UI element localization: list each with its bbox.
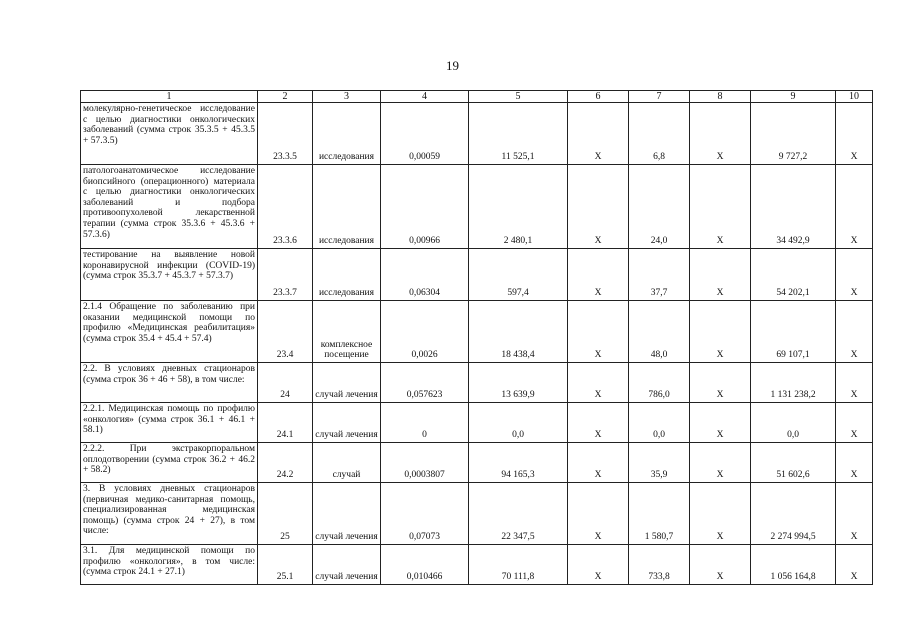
header-cell: 5 xyxy=(469,91,568,103)
row-cost-cell: 18 438,4 xyxy=(469,301,568,363)
header-cell: 6 xyxy=(568,91,629,103)
row-col9-cell: 0,0 xyxy=(751,403,836,443)
header-row xyxy=(81,91,873,103)
row-cost-cell: 2 480,1 xyxy=(469,165,568,249)
header-cell: 1 xyxy=(81,91,258,103)
row-col8-cell: X xyxy=(690,103,751,165)
row-code-cell: 24.2 xyxy=(258,443,313,483)
row-code-cell: 25.1 xyxy=(258,545,313,585)
row-col6-cell: X xyxy=(568,165,629,249)
row-col7-cell: 1 580,7 xyxy=(629,483,690,545)
header-cell: 8 xyxy=(690,91,751,103)
header-cell: 7 xyxy=(629,91,690,103)
row-col8-cell: X xyxy=(690,403,751,443)
row-name-cell: 2.1.4 Обращение по заболеванию при оказании медицинской помощи по профилю «Медицинская реабилитация» (сумма строк 35.4 + 45.4 + 57.4) xyxy=(81,301,258,363)
row-cost-cell: 13 639,9 xyxy=(469,363,568,403)
row-col7-cell: 6,8 xyxy=(629,103,690,165)
row-code-cell: 23.3.6 xyxy=(258,165,313,249)
table-row xyxy=(81,363,873,403)
row-name-cell: патологоанатомическое исследование биопсийного (операционного) материала с целью диагностики онкологических заболеваний и подбора противоопухолевой лекарственной терапии (сумма строк 35.3.6 + 45.3.6 + 57.3.6) xyxy=(81,165,258,249)
row-norm-cell: 0 xyxy=(381,403,469,443)
row-col6-cell: X xyxy=(568,403,629,443)
row-col7-cell: 37,7 xyxy=(629,249,690,301)
row-norm-cell: 0,0003807 xyxy=(381,443,469,483)
row-unit-cell: исследования xyxy=(313,249,381,301)
row-col6-cell: X xyxy=(568,483,629,545)
row-name-cell: тестирование на выявление новой коронавирусной инфекции (COVID-19) (сумма строк 35.3.7 + 45.3.7 + 57.3.7) xyxy=(81,249,258,301)
table-row xyxy=(81,403,873,443)
table-row xyxy=(81,483,873,545)
row-col6-cell: X xyxy=(568,103,629,165)
row-unit-cell: исследования xyxy=(313,103,381,165)
row-unit-cell: комплексное посещение xyxy=(313,301,381,363)
row-col8-cell: X xyxy=(690,301,751,363)
row-col10-cell: X xyxy=(836,545,873,585)
row-name-cell: 2.2.1. Медицинская помощь по профилю «онкология» (сумма строк 36.1 + 46.1 + 58.1) xyxy=(81,403,258,443)
row-norm-cell: 0,00059 xyxy=(381,103,469,165)
row-col10-cell: X xyxy=(836,363,873,403)
row-col6-cell: X xyxy=(568,545,629,585)
row-col8-cell: X xyxy=(690,483,751,545)
row-col9-cell: 1 131 238,2 xyxy=(751,363,836,403)
row-cost-cell: 597,4 xyxy=(469,249,568,301)
row-col6-cell: X xyxy=(568,249,629,301)
row-col7-cell: 24,0 xyxy=(629,165,690,249)
row-col6-cell: X xyxy=(568,301,629,363)
row-col9-cell: 9 727,2 xyxy=(751,103,836,165)
row-code-cell: 24.1 xyxy=(258,403,313,443)
row-name-cell: 2.2.2. При экстракорпоральном оплодотворении (сумма строк 36.2 + 46.2 + 58.2) xyxy=(81,443,258,483)
table-row xyxy=(81,301,873,363)
table-row xyxy=(81,249,873,301)
row-norm-cell: 0,057623 xyxy=(381,363,469,403)
row-norm-cell: 0,010466 xyxy=(381,545,469,585)
row-col8-cell: X xyxy=(690,443,751,483)
row-col8-cell: X xyxy=(690,165,751,249)
row-code-cell: 24 xyxy=(258,363,313,403)
row-col9-cell: 2 274 994,5 xyxy=(751,483,836,545)
row-col6-cell: X xyxy=(568,443,629,483)
row-cost-cell: 94 165,3 xyxy=(469,443,568,483)
row-col8-cell: X xyxy=(690,249,751,301)
row-name-cell: 3.1. Для медицинской помощи по профилю «онкология», в том числе: (сумма строк 24.1 + 27.1) xyxy=(81,545,258,585)
page-number: 19 xyxy=(446,58,459,73)
row-col10-cell: X xyxy=(836,301,873,363)
row-col10-cell: X xyxy=(836,483,873,545)
data-table xyxy=(80,90,873,585)
row-col7-cell: 35,9 xyxy=(629,443,690,483)
row-col9-cell: 54 202,1 xyxy=(751,249,836,301)
row-unit-cell: случай лечения xyxy=(313,403,381,443)
row-col9-cell: 1 056 164,8 xyxy=(751,545,836,585)
row-col9-cell: 51 602,6 xyxy=(751,443,836,483)
row-col9-cell: 69 107,1 xyxy=(751,301,836,363)
header-cell: 9 xyxy=(751,91,836,103)
row-unit-cell: случай лечения xyxy=(313,545,381,585)
header-cell: 10 xyxy=(836,91,873,103)
row-unit-cell: случай xyxy=(313,443,381,483)
row-col9-cell: 34 492,9 xyxy=(751,165,836,249)
header-cell: 2 xyxy=(258,91,313,103)
row-col10-cell: X xyxy=(836,403,873,443)
row-name-cell: 2.2. В условиях дневных стационаров (сумма строк 36 + 46 + 58), в том числе: xyxy=(81,363,258,403)
row-col7-cell: 733,8 xyxy=(629,545,690,585)
row-name-cell: молекулярно-генетическое исследование с целью диагностики онкологических заболеваний (сумма строк 35.3.5 + 45.3.5 + 57.3.5) xyxy=(81,103,258,165)
header-cell: 4 xyxy=(381,91,469,103)
row-cost-cell: 22 347,5 xyxy=(469,483,568,545)
row-code-cell: 23.4 xyxy=(258,301,313,363)
table-row xyxy=(81,443,873,483)
row-col8-cell: X xyxy=(690,363,751,403)
row-norm-cell: 0,06304 xyxy=(381,249,469,301)
row-name-cell: 3. В условиях дневных стационаров (первичная медико-санитарная помощь, специализированная медицинская помощь) (сумма строк 24 + 27), в том числе: xyxy=(81,483,258,545)
row-col8-cell: X xyxy=(690,545,751,585)
row-col10-cell: X xyxy=(836,165,873,249)
table-row xyxy=(81,103,873,165)
row-col10-cell: X xyxy=(836,103,873,165)
row-col7-cell: 0,0 xyxy=(629,403,690,443)
row-col10-cell: X xyxy=(836,443,873,483)
row-norm-cell: 0,00966 xyxy=(381,165,469,249)
row-unit-cell: случай лечения xyxy=(313,363,381,403)
row-cost-cell: 0,0 xyxy=(469,403,568,443)
header-cell: 3 xyxy=(313,91,381,103)
row-norm-cell: 0,0026 xyxy=(381,301,469,363)
row-norm-cell: 0,07073 xyxy=(381,483,469,545)
row-col10-cell: X xyxy=(836,249,873,301)
row-col7-cell: 48,0 xyxy=(629,301,690,363)
row-col6-cell: X xyxy=(568,363,629,403)
row-code-cell: 23.3.7 xyxy=(258,249,313,301)
row-code-cell: 23.3.5 xyxy=(258,103,313,165)
row-code-cell: 25 xyxy=(258,483,313,545)
row-cost-cell: 11 525,1 xyxy=(469,103,568,165)
table-row xyxy=(81,165,873,249)
row-unit-cell: исследования xyxy=(313,165,381,249)
row-cost-cell: 70 111,8 xyxy=(469,545,568,585)
table-row xyxy=(81,545,873,585)
row-unit-cell: случай лечения xyxy=(313,483,381,545)
row-col7-cell: 786,0 xyxy=(629,363,690,403)
